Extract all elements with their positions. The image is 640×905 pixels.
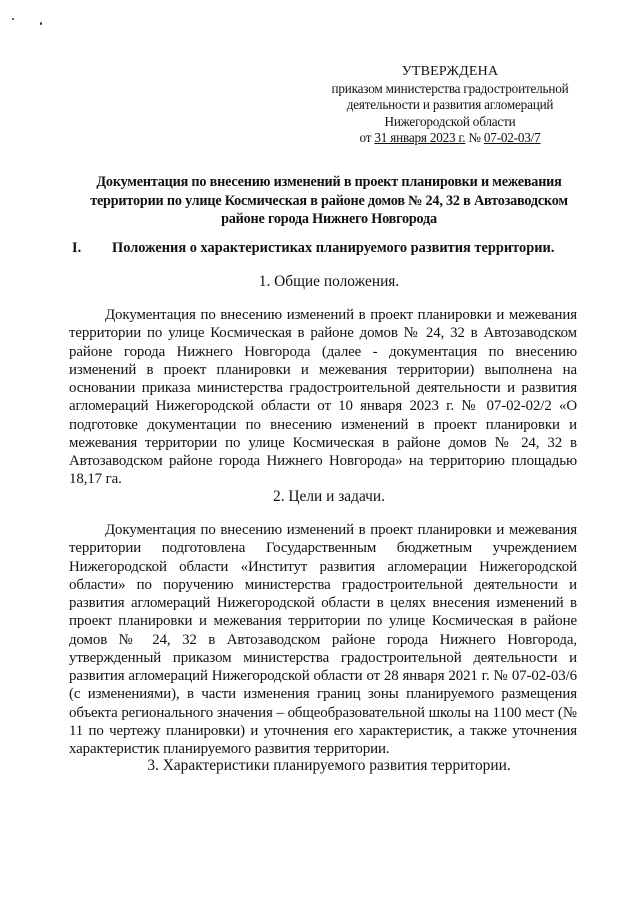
order-mid: № [465,130,484,146]
subsection-heading: 2. Цели и задачи. [273,488,385,505]
scan-speck [40,22,42,25]
approval-line: Нижегородской области [384,113,516,129]
paragraph-text: Документация по внесению изменений в проект планировки и межевания территории по улице Космическая в районе домов № 24, 32 в Автозаводском районе города Нижнего Новгорода (далее - документация по внесению изменений в проект планировки и межевания территории) выполнена на основании приказа министерства градостроительной деятельности и развития агломераций Нижегородской области от 10 января 2023 г. № 07-02-02/2 «О подготовке документации по внесению изменений в проект планировки и межевания территории по улице Космическая в районе домов № 24, 32 в Автозаводском районе города Нижнего Новгорода» на территорию площадью 18,17 га. [69,307,577,488]
approval-line: приказом министерства градостроительной [331,80,569,96]
approval-order-line [300,130,600,147]
body-paragraph [69,306,577,489]
approval-line: деятельности и развития агломераций [346,97,554,113]
scan-speck [12,18,14,20]
order-number: 07-02-03/7 [483,130,541,146]
document-title: Документация по внесению изменений в проект планировки и межевания территории по улице Космическая в районе домов № 24, 32 в Автозаводском районе города Нижнего Новгорода [90,174,568,228]
order-prefix: от [359,130,375,146]
subsection-heading: 1. Общие положения. [258,273,400,290]
section-title: Положения о характеристиках планируемого развития территории. [112,240,555,256]
subsection-heading: 3. Характеристики планируемого развития территории. [147,757,511,774]
section-heading [72,240,592,257]
approval-heading: УТВЕРЖДЕНА [401,64,499,79]
paragraph-text: Документация по внесению изменений в проект планировки и межевания территории подготовлена Государственным бюджетным учреждением Нижегородской области «Институт развития агломерации Нижегородской области» по поручению министерства градостроительной деятельности и развития агломераций Нижегородской области в целях внесения изменений в проект планировки и межевания территории по улице Космическая в районе домов № 24, 32 в Автозаводском районе города Нижнего Новгорода, утвержденный приказом министерства градостроительной деятельности и развития агломераций Нижегородской области от 28 января 2021 г. № 07-02-03/6 (с изменениями), в части изменения границ зоны планируемого размещения объекта регионального значения – общеобразовательной школы на 1100 мест (№ 11 по чертежу планировки) и уточнения его характеристик, а также уточнения характеристик планируемого развития территории. [69,522,577,757]
body-paragraph [69,521,577,758]
order-date: 31 января 2023 г. [374,130,466,146]
approval-stamp [300,64,600,147]
section-number: I. [72,240,82,256]
